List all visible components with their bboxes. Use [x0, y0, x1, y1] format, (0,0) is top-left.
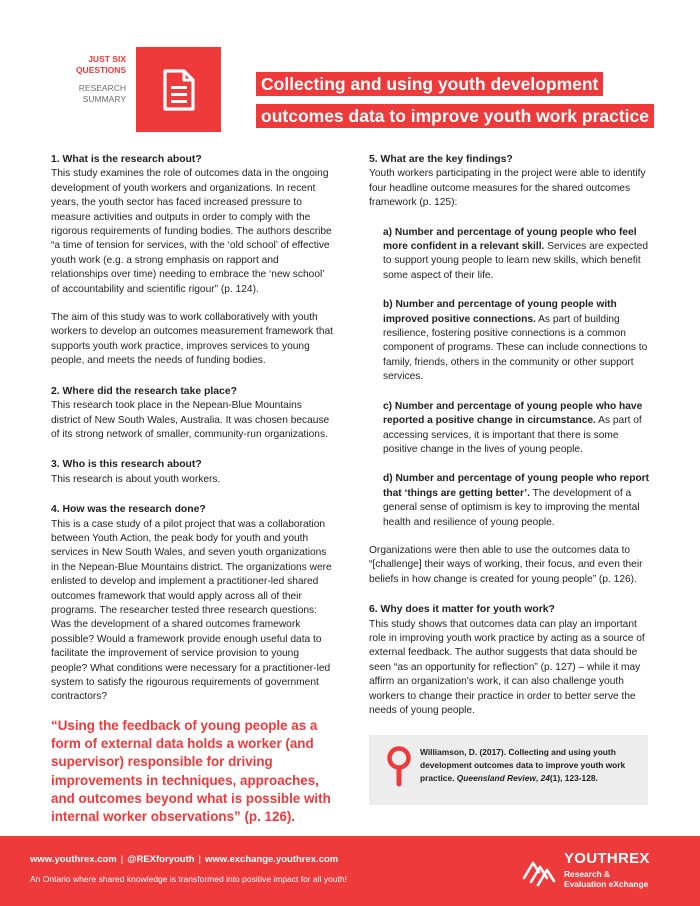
footer-link-exchange[interactable]: www.exchange.youthrex.com	[205, 854, 339, 865]
finding-b-text: As part of building resilience, fostering positive connections is a common component of programs. These can include connections to family, friends, others in the community or other support services.	[383, 313, 648, 383]
logo-name: YOUTHREX	[564, 850, 650, 867]
citation-volume: 24	[540, 773, 550, 783]
finding-c-text: As part of accessing services, it is important that there is some positive change in the lives of young people.	[383, 415, 642, 455]
title-line-2: outcomes data to improve youth work practice	[256, 104, 654, 128]
series-line-2: QUESTIONS	[75, 65, 126, 75]
document-icon-box	[136, 47, 221, 132]
finding-d	[369, 472, 651, 530]
series-line-3: RESEARCH	[78, 83, 126, 93]
finding-b	[369, 298, 651, 384]
document-icon	[162, 68, 196, 112]
series-line-4: SUMMARY	[82, 94, 126, 104]
q2-body: This research took place in the Nepean-Blue Mountains district of New South Wales, Australia. It was chosen because of its strong network of smaller, community-run organizations.	[51, 400, 330, 440]
footer-links	[30, 854, 338, 865]
left-column	[51, 153, 333, 827]
series-line-1: JUST SIX	[88, 54, 126, 64]
q5-intro: Youth workers participating in the project were able to identify four headline outcome measures for the shared outcomes framework (p. 125):	[369, 168, 646, 209]
citation-text	[420, 746, 638, 785]
finding-a-bold: a) Number and percentage of young people who feel more confident in a relevant skill.	[383, 226, 637, 253]
finding-b-bold: b) Number and percentage of young people with improved positive connections.	[383, 299, 617, 325]
youthrex-logo-mark	[520, 851, 558, 889]
q3-body: This research is about youth workers.	[51, 473, 221, 485]
citation-journal: Queensland Review	[456, 773, 536, 783]
right-column	[369, 153, 651, 718]
q4-heading: 4. How was the research done?	[51, 504, 206, 516]
series-label	[40, 54, 126, 105]
finding-d-bold: d) Number and percentage of young people who report that ‘things are getting better’.	[383, 473, 650, 499]
q2-heading: 2. Where did the research take place?	[51, 385, 237, 397]
footer-separator-2: |	[198, 854, 202, 865]
q1-paragraph-1: This study examines the role of outcomes data in the ongoing development of youth workers and organizations. In recent years, the youth sector has faced increased pressure to measure activities and outputs in order to comply with the rigorous requirements of funding bodies. The authors describe “a time of tension for services, with the ‘old school’ of effective youth work (e.g. a strong emphasis on rapport and relationships over time) needing to embrace the ‘new school’ of accountability and scientific rigour” (p. 124).	[51, 168, 332, 295]
finding-c-bold: c) Number and percentage of young people who have reported a positive change in circumstance.	[383, 400, 643, 427]
page-title	[256, 72, 654, 128]
q5-heading: 5. What are the key findings?	[369, 154, 513, 165]
footer-link-website[interactable]: www.youthrex.com	[30, 854, 117, 865]
q1-paragraph-2: The aim of this study was to work collaboratively with youth workers to develop an outcomes measurement framework that supports youth work practice, improves services to young people, and meets the needs of funding bodies.	[51, 312, 333, 367]
q1-heading: 1. What is the research about?	[51, 154, 202, 165]
citation-part-3: (1), 123-128.	[549, 773, 598, 783]
q5-closing: Organizations were then able to use the outcomes data to “[challenge] their ways of working, their focus, and even their beliefs in how change is created for young people” (p. 126).	[369, 544, 643, 585]
citation-part-2: ,	[535, 773, 541, 783]
citation-box	[369, 735, 648, 805]
pull-quote: “Using the feedback of young people as a form of external data holds a worker (and supervisor) responsible for driving improvements in techniques, approaches, and outcomes beyond what is possible with internal worker observations” (p. 126).	[51, 717, 331, 825]
finding-c	[369, 400, 651, 458]
magnifier-icon	[385, 745, 413, 787]
logo-subtitle-line-2: Evaluation eXchange	[564, 879, 649, 889]
finding-a-text: Services are expected to support young people to learn new skills, which benefit some aspect of their life.	[383, 241, 648, 281]
footer-tagline: An Ontario where shared knowledge is transformed into positive impact for all youth!	[30, 874, 348, 884]
footer-link-twitter[interactable]: @REXforyouth	[127, 854, 195, 865]
footer	[0, 836, 700, 906]
q4-body: This is a case study of a pilot project that was a collaboration between Youth Action, the peak body for youth and youth services in New South Wales, and seven youth organizations in the Nepean-Blue Mountains district. The organizations were enlisted to develop and implement a practitioner-led shared outcomes framework that would apply across all of their programs. The researcher tested three research questions: Was the development of a shared outcomes framework possible? Would a framework provide enough useful data to facilitate the improvement of service provision to young people? What conditions were necessary for a practitioner-led system to satisfy the rigourous requirements of government contractors?	[51, 518, 332, 703]
q6-body: This study shows that outcomes data can play an important role in improving youth work practice by acting as a source of external feedback. The author suggests that data should be seen “as an opportunity for reflection” (p. 127) – while it may affirm an organization's work, it can also challenge youth workers to change their practice in order to better serve the needs of young people.	[369, 618, 645, 716]
q6-heading: 6. Why does it matter for youth work?	[369, 604, 555, 616]
logo-subtitle	[564, 869, 648, 889]
finding-a	[369, 226, 651, 284]
footer-separator-1: |	[120, 854, 124, 865]
q3-heading: 3. Who is this research about?	[51, 459, 202, 471]
title-line-1: Collecting and using youth development	[256, 72, 603, 96]
citation-part-1: Williamson, D. (2017). Collecting and using youth development outcomes data to improve youth work practice.	[420, 747, 626, 783]
finding-d-text: The development of a general sense of optimism is key to improving the mental health and resilience of young people.	[383, 487, 640, 528]
youthrex-logo	[520, 850, 680, 894]
logo-subtitle-line-1: Research &	[564, 869, 611, 879]
